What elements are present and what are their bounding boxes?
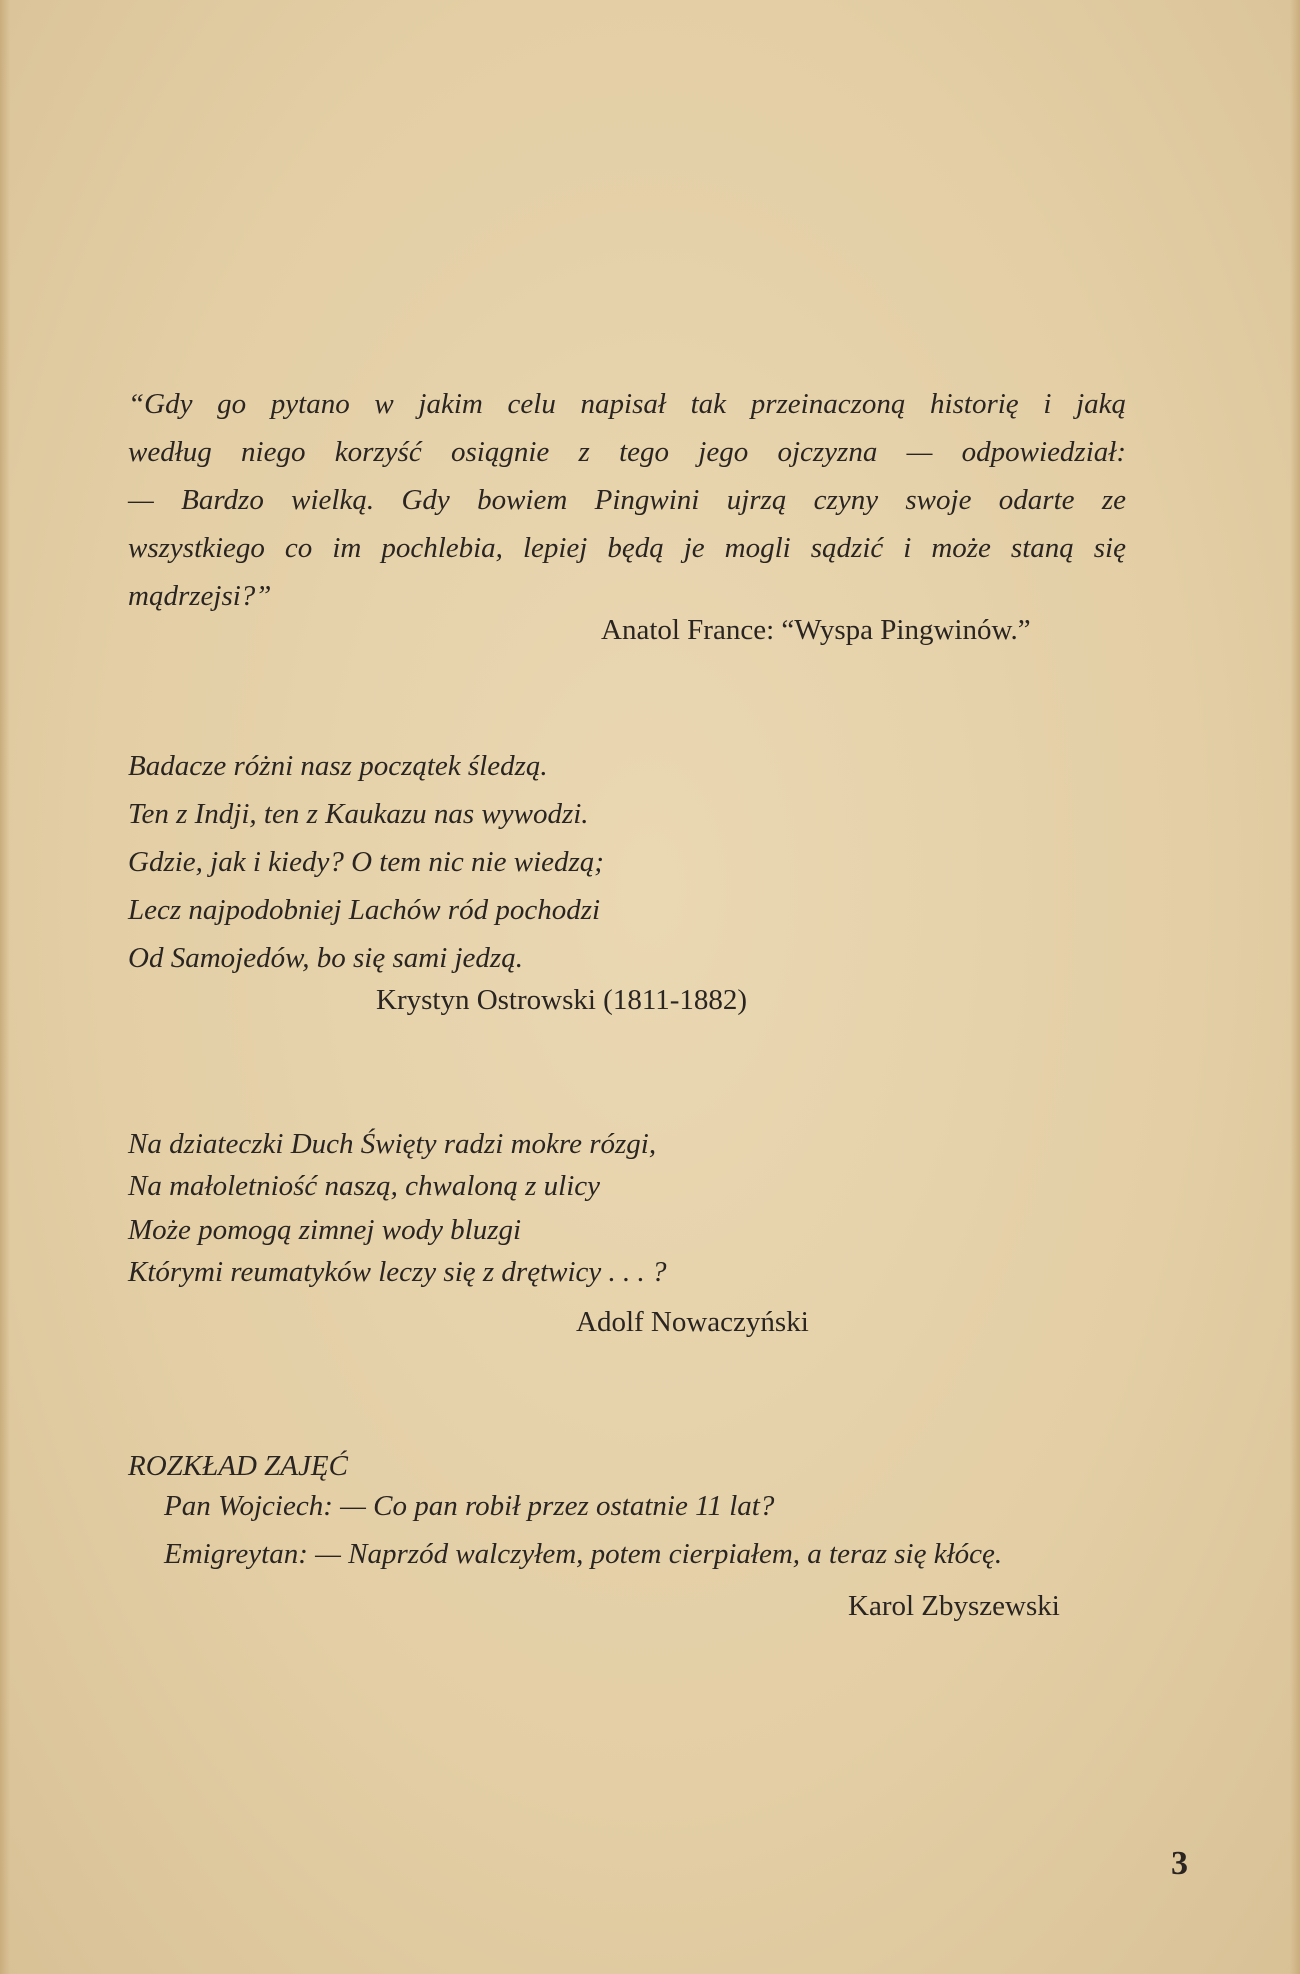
dialogue-attribution: Karol Zbyszewski: [848, 1590, 1060, 1622]
quote1-line-5: mądrzejsi?”: [128, 580, 272, 612]
poem1-attribution: Krystyn Ostrowski (1811-1882): [376, 984, 748, 1016]
poem1-line-5: Od Samojedów, bo się sami jedzą.: [128, 942, 523, 974]
dialogue-title: ROZKŁAD ZAJĘĆ: [128, 1450, 348, 1482]
quote1-attribution: Anatol France: “Wyspa Pingwinów.”: [601, 614, 1031, 646]
poem1-line-4: Lecz najpodobniej Lachów ród pochodzi: [128, 894, 601, 926]
poem2-line-4: Którymi reumatyków leczy się z drętwicy . . . ?: [128, 1256, 667, 1288]
poem2-attribution: Adolf Nowaczyński: [576, 1306, 809, 1338]
poem1-line-2: Ten z Indji, ten z Kaukazu nas wywodzi.: [128, 798, 589, 830]
dialogue-line-2: Emigreytan: — Naprzód walczyłem, potem cierpiałem, a teraz się kłócę.: [164, 1538, 1003, 1570]
quote1-line-2: według niego korzyść osiągnie z tego jego ojczyzna — odpowiedział:: [128, 436, 1126, 468]
quote1-line-4: wszystkiego co im pochlebia, lepiej będą je mogli sądzić i może staną się: [128, 532, 1126, 564]
poem1-line-3: Gdzie, jak i kiedy? O tem nic nie wiedzą;: [128, 846, 604, 878]
dialogue-line-1: Pan Wojciech: — Co pan robił przez ostatnie 11 lat?: [164, 1490, 775, 1522]
poem2-line-2: Na małoletniość naszą, chwaloną z ulicy: [128, 1170, 601, 1202]
page-edge-left: [0, 0, 10, 1974]
quote1-line-3: — Bardzo wielką. Gdy bowiem Pingwini ujrzą czyny swoje odarte ze: [128, 484, 1126, 516]
page-number: 3: [1171, 1845, 1188, 1882]
poem2-line-1: Na dziateczki Duch Święty radzi mokre rózgi,: [128, 1128, 657, 1160]
quote1-line-1: “Gdy go pytano w jakim celu napisał tak przeinaczoną historię i jaką: [128, 388, 1126, 420]
poem2-line-3: Może pomogą zimnej wody bluzgi: [128, 1214, 522, 1246]
poem1-line-1: Badacze różni nasz początek śledzą.: [128, 750, 548, 782]
page-edge-right: [1290, 0, 1300, 1974]
